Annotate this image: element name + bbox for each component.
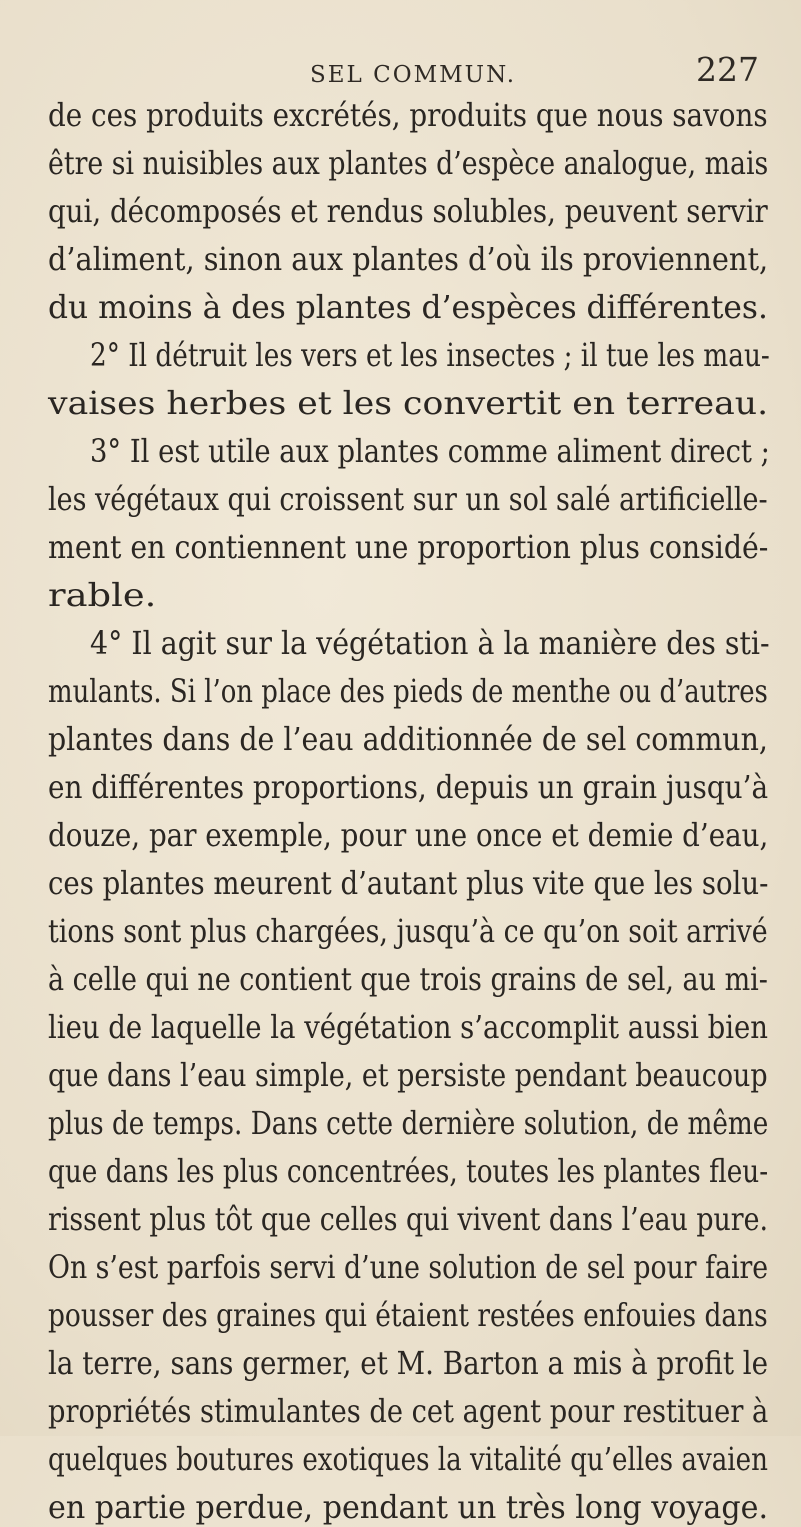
text-line: rable. xyxy=(48,576,157,614)
text-line: On s’est parfois servi d’une solution de sel pour faire xyxy=(48,1248,769,1286)
text-line: en partie perdue, pendant un très long voyage. xyxy=(48,1488,769,1526)
text-line: à celle qui ne contient que trois grains de sel, au mi- xyxy=(48,960,768,998)
text-line: 4° Il agit sur la végétation à la manière des sti- xyxy=(90,624,770,662)
text-line: 3° Il est utile aux plantes comme aliment direct ; xyxy=(90,432,770,470)
text-line: rissent plus tôt que celles qui vivent dans l’eau pure. xyxy=(48,1200,769,1238)
text-line: tions sont plus chargées, jusqu’à ce qu’on soit arrivé xyxy=(48,912,768,950)
text-line: que dans l’eau simple, et persiste pendant beaucoup xyxy=(48,1056,768,1094)
text-line: plantes dans de l’eau additionnée de sel commun, xyxy=(48,720,768,758)
text-line: 2° Il détruit les vers et les insectes ; il tue les mau- xyxy=(90,336,770,374)
text-line: lieu de laquelle la végétation s’accomplit aussi bien xyxy=(48,1008,769,1046)
text-line: du moins à des plantes d’espèces différentes. xyxy=(48,288,768,326)
text-line: ces plantes meurent d’autant plus vite que les solu- xyxy=(48,864,769,902)
text-line: ment en contiennent une proportion plus considé- xyxy=(48,528,769,566)
text-line: vaises herbes et les convertit en terreau. xyxy=(48,384,769,422)
text-line: en différentes proportions, depuis un grain jusqu’à xyxy=(48,768,769,806)
text-line: pousser des graines qui étaient restées enfouies dans xyxy=(48,1296,768,1334)
text-line: que dans les plus concentrées, toutes les plantes fleu- xyxy=(48,1152,769,1190)
text-line: de ces produits excrétés, produits que nous savons xyxy=(48,96,768,134)
running-title: SEL COMMUN. xyxy=(310,62,517,88)
text-line: les végétaux qui croissent sur un sol salé artificielle- xyxy=(48,480,768,518)
text-line: quelques boutures exotiques la vitalité qu’elles avaien xyxy=(48,1440,768,1478)
text-line: la terre, sans germer, et M. Barton a mis à profit le xyxy=(48,1344,769,1382)
text-line: d’aliment, sinon aux plantes d’où ils proviennent, xyxy=(48,240,769,278)
text-line: mulants. Si l’on place des pieds de menthe ou d’autres xyxy=(48,672,768,710)
text-line: douze, par exemple, pour une once et demie d’eau, xyxy=(48,816,769,854)
text-line: plus de temps. Dans cette dernière solution, de même xyxy=(48,1104,769,1142)
text-line: propriétés stimulantes de cet agent pour restituer à xyxy=(48,1392,769,1430)
page-number: 227 xyxy=(696,50,759,89)
text-line: être si nuisibles aux plantes d’espèce analogue, mais xyxy=(48,144,769,182)
text-line: qui, décomposés et rendus solubles, peuvent servir xyxy=(48,192,768,230)
